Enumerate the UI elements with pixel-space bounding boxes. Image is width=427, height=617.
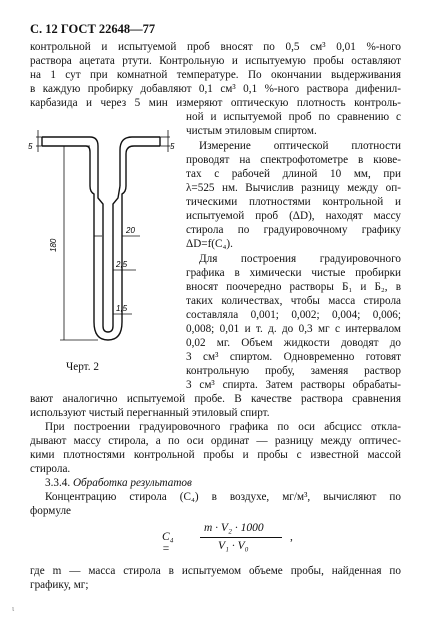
dim-label: 20 bbox=[126, 226, 135, 235]
formula-lhs: C₄ = bbox=[162, 531, 174, 555]
dim-label: 1,5 bbox=[116, 304, 128, 313]
text-line: графику, мг; bbox=[30, 579, 89, 591]
test-tube-figure bbox=[28, 126, 178, 358]
text-line: составляла 0,001; 0,002; 0,004; 0,006; bbox=[186, 309, 401, 321]
text-line: стирола по градуировочному графику bbox=[186, 224, 401, 236]
text-line: проводят на спектрофотометре в кюве- bbox=[186, 154, 401, 166]
text-line: ной и испытуемой проб по сравнению с bbox=[186, 111, 401, 123]
text-line: таких количествах, чтобы масса стирола bbox=[186, 295, 401, 307]
text-line: формуле bbox=[30, 505, 71, 517]
text-line: тах с рабочей длиной 10 мм, при bbox=[186, 168, 401, 180]
text-line: Для построения градуировочного bbox=[199, 253, 401, 265]
text-line: 0,008; 0,01 и т. д. до 0,3 мг с интервалом bbox=[186, 323, 401, 335]
text-line: раствора ацетата ртути. Контрольную и испытуемую пробы оставляют bbox=[30, 55, 401, 67]
text-line: контрольную пробу, заменяя раствор bbox=[186, 365, 401, 377]
text-line: ΔD=f(C₄). bbox=[186, 238, 233, 250]
text-line: Концентрацию стирола (C₄) в воздухе, мг/м³, вычисляют по bbox=[45, 491, 401, 503]
dim-label: 5 bbox=[170, 142, 175, 151]
text-line: 3 см³ спиртом. Одновременно готовят bbox=[186, 351, 401, 363]
text-line: Измерение оптической плотности bbox=[199, 140, 401, 152]
text-line: на 1 сут при комнатной температуре. По окончании выдерживания bbox=[30, 69, 401, 81]
formula-trail: , bbox=[290, 531, 293, 543]
text-line: 3 см³ спирта. Затем растворы обрабаты- bbox=[186, 379, 401, 391]
text-line: карбазида и через 5 мин измеряют оптическую плотность контроль- bbox=[30, 97, 401, 109]
dim-label: 2,5 bbox=[116, 260, 128, 269]
text-line: вносят поочередно растворы Б₁ и Б₂, в bbox=[186, 281, 401, 293]
section-number: 3.3.4. bbox=[45, 477, 71, 489]
formula-denominator: V₁ · V₀ bbox=[218, 540, 249, 552]
text-line: стирола. bbox=[30, 463, 71, 475]
text-line: графика в химически чистые пробирки bbox=[186, 267, 401, 279]
text-line: контрольной и испытуемой проб вносят по 0,5 см³ 0,01 %-ного bbox=[30, 41, 401, 53]
text-line: вают аналогично испытуемой пробе. В качестве раствора сравнения bbox=[30, 393, 401, 405]
dim-label: 180 bbox=[49, 238, 58, 252]
text-line: λ=525 нм. Вычислив разницу между оп- bbox=[186, 182, 401, 194]
section-title: Обработка результатов bbox=[72, 477, 192, 489]
text-line: испытуемой проб (ΔD), находят массу bbox=[186, 210, 401, 222]
dim-label: 5 bbox=[28, 142, 33, 151]
text-line: используют чистый перегнанный этиловый спирт. bbox=[30, 407, 270, 419]
text-line: 0,02 мг. Объем жидкости доводят до bbox=[186, 337, 401, 349]
text-line: дывают массу стирола, а по оси ординат — разницу между оптичес- bbox=[30, 435, 401, 447]
text-line: тическими плотностями контрольной и bbox=[186, 196, 401, 208]
page-header: С. 12 ГОСТ 22648—77 bbox=[30, 22, 156, 36]
section-heading bbox=[45, 477, 192, 491]
text-line: в каждую пробирку добавляют 0,1 см³ 0,1 %-ного раствора дифенил- bbox=[30, 83, 401, 95]
text-line: При построении градуировочного графика по оси абсцисс откла- bbox=[45, 421, 401, 433]
text-line: кими плотностями контрольной пробы и пробы с известной массой bbox=[30, 449, 401, 461]
figure-caption: Черт. 2 bbox=[66, 361, 99, 373]
formula-numerator: m · V₂ · 1000 bbox=[204, 522, 264, 534]
text-line: чистым этиловым спиртом. bbox=[186, 125, 317, 137]
text-line: где m — масса стирола в испытуемом объеме пробы, найденная по bbox=[30, 565, 401, 577]
fraction-bar bbox=[200, 537, 282, 538]
page-mark: ι bbox=[12, 604, 15, 613]
